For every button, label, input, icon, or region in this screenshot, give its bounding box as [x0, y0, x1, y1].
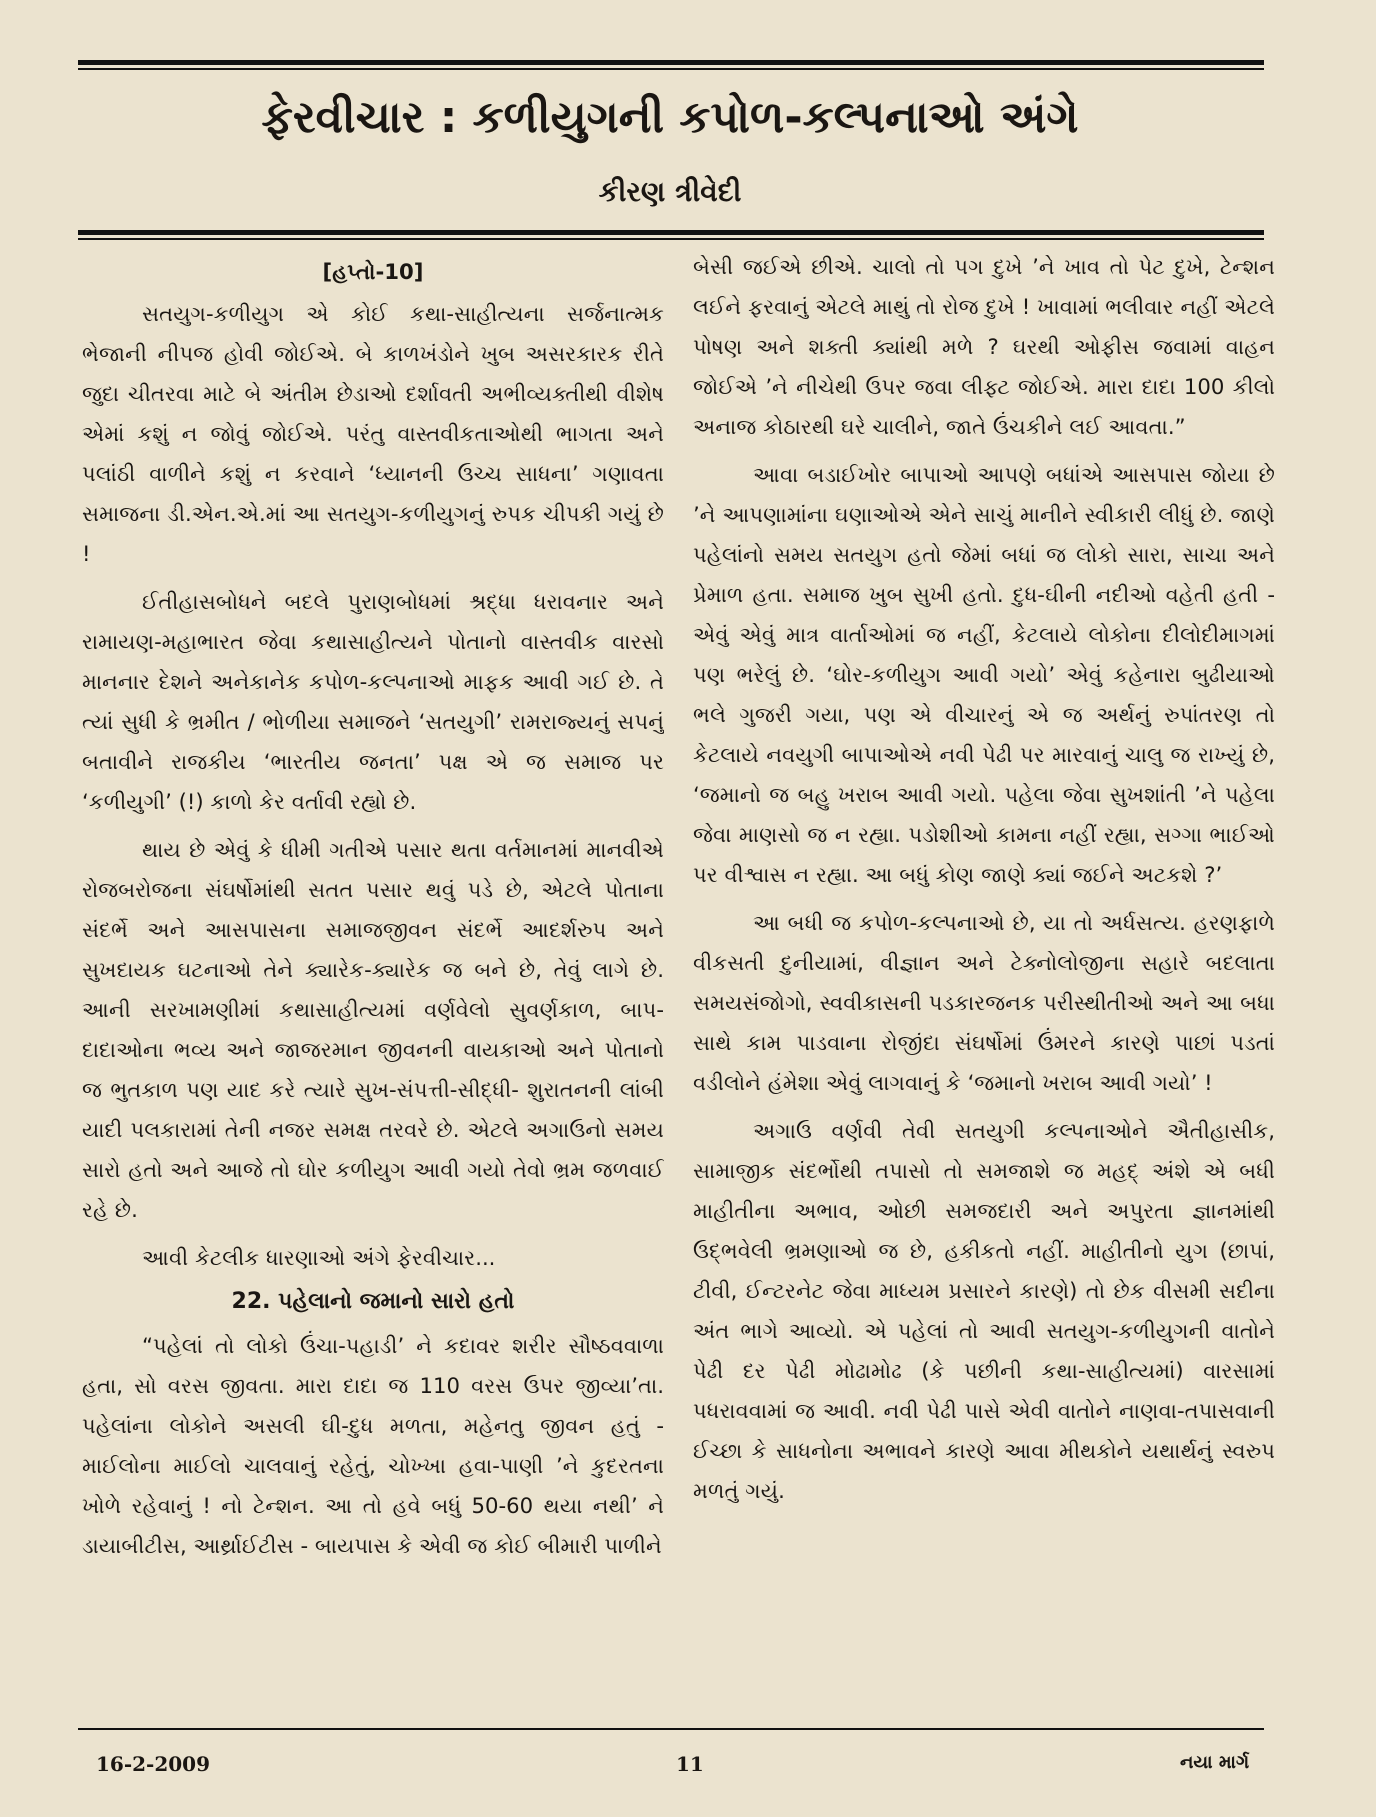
- paragraph: બેસી જઈએ છીએ. ચાલો તો પગ દુખે ’ને ખાવ તો પેટ દુખે, ટેન્શન લઈને ફરવાનું એટલે માથું તો રોજ દુખે ! ખાવામાં ભલીવાર નહીં એટલે પોષણ અને શક્તી ક્યાંથી મળે ? ઘરથી ઓફીસ જવામાં વાહન જોઈએ ’ને નીચેથી ઉપર જવા લીફ્ટ જોઈએ. મારા દાદા 100 કીલો અનાજ કોઠારથી ઘરે ચાલીને, જાતે ઉંચકીને લઈ આવતા.”: [693, 254, 1275, 439]
- paragraph: આ બધી જ કપોળ-કલ્પનાઓ છે, યા તો અર્ધસત્ય. હરણફાળે વીકસતી દુનીયામાં, વીજ્ઞાન અને ટેક્નોલોજીના સહારે બદલાતા સમયસંજોગો, સ્વવીકાસની પડકારજનક પરીસ્થીતીઓ અને આ બધા સાથે કામ પાડવાના રોજીંદા સંઘર્ષોમાં ઉંમરને કારણે પાછાં પડતાં વડીલોને હંમેશા એવું લાગવાનું કે ‘જમાનો ખરાબ આવી ગયો’ !: [693, 910, 1275, 1095]
- paragraph: ઈતીહાસબોધને બદલે પુરાણબોધમાં શ્રદ્ધા ધરાવનાર અને રામાયણ-મહાભારત જેવા કથાસાહીત્યને પોતાનો વાસ્તવીક વારસો માનનાર દેશને અનેકાનેક કપોળ-કલ્પનાઓ માફક આવી ગઈ છે. તે ત્યાં સુધી કે ભ્રમીત / ભોળીયા સમાજને ‘સતયુગી’ રામરાજ્યનું સપનું બતાવીને રાજકીય ‘ભારતીય જનતા’ પક્ષ એ જ સમાજ પર ‘કળીયુગી’ (!) કાળો કેર વર્તાવી રહ્યો છે.: [82, 589, 664, 814]
- page-number: 11: [676, 1752, 704, 1776]
- header-rule-thin: [78, 238, 1264, 240]
- footer-date: 16-2-2009: [96, 1752, 211, 1776]
- paragraph: થાય છે એવું કે ધીમી ગતીએ પસાર થતા વર્તમાનમાં માનવીએ રોજબરોજના સંઘર્ષોમાંથી સતત પસાર થવું પડે છે, એટલે પોતાના સંદર્ભે અને આસપાસના સમાજજીવન સંદર્ભે આદર્શરુપ અને સુખદાયક ઘટનાઓ તેને ક્યારેક-ક્યારેક જ બને છે, તેવું લાગે છે. આની સરખામણીમાં કથાસાહીત્યમાં વર્ણવેલો સુવર્ણકાળ, બાપ-દાદાઓના ભવ્ય અને જાજરમાન જીવનની વાયકાઓ અને પોતાનો જ ભુતકાળ પણ યાદ કરે ત્યારે સુખ-સંપત્તી-સીદ્ધી- શુરાતનની લાંબી યાદી પલકારામાં તેની નજર સમક્ષ તરવરે છે. એટલે અગાઉનો સમય સારો હતો અને આજે તો ઘોર કળીયુગ આવી ગયો તેવો ભ્રમ જળવાઈ રહે છે.: [82, 837, 664, 1222]
- top-rule: [78, 60, 1264, 65]
- paragraph: સતયુગ-કળીયુગ એ કોઈ કથા-સાહીત્યના સર્જનાત્મક ભેજાની નીપજ હોવી જોઈએ. બે કાળખંડોને ખુબ અસરકારક રીતે જુદા ચીતરવા માટે બે અંતીમ છેડાઓ દર્શાવતી અભીવ્યક્તીથી વીશેષ એમાં કશું ન જોવું જોઈએ. પરંતુ વાસ્તવીકતાઓથી ભાગતા અને પલાંઠી વાળીને કશું ન કરવાને ‘ધ્યાનની ઉચ્ચ સાધના’ ગણાવતા સમાજના ડી.એન.એ.માં આ સતયુગ-કળીયુગનું રુપક ચીપકી ગયું છે !: [82, 301, 664, 566]
- paragraph: “પહેલાં તો લોકો ઉંચા-પહાડી’ ને કદાવર શરીર સૌષ્ઠવવાળા હતા, સો વરસ જીવતા. મારા દાદા જ 110 વરસ ઉપર જીવ્યા’તા. પહેલાંના લોકોને અસલી ઘી-દુધ મળતા, મહેનતુ જીવન હતું - માઈલોના માઈલો ચાલવાનું રહેતું, ચોખ્ખા હવા-પાણી ’ને કુદરતના ખોળે રહેવાનું ! નો ટેન્શન. આ તો હવે બધું 50-60 થયા નથી’ ને ડાયાબીટીસ, આર્થ્રાઈટીસ - બાયપાસ કે એવી જ કોઈ બીમારી પાળીને: [82, 1333, 664, 1558]
- left-column: [82, 252, 664, 1692]
- installment-label: [હપ્તો-10]: [322, 259, 424, 284]
- header-rule: [78, 230, 1264, 235]
- publication-name: નયા માર્ગ: [1180, 1752, 1250, 1773]
- article-author: કીરણ ત્રીવેદી: [598, 175, 742, 208]
- section-heading: 22. પહેલાનો જમાનો સારો હતો: [231, 1289, 515, 1314]
- paragraph: આવા બડાઈખોર બાપાઓ આપણે બધાંએ આસપાસ જોયા છે ’ને આપણામાંના ઘણાઓએ એને સાચું માનીને સ્વીકારી લીધું છે. જાણે પહેલાંનો સમય સતયુગ હતો જેમાં બધાં જ લોકો સારા, સાચા અને પ્રેમાળ હતા. સમાજ ખુબ સુખી હતો. દુધ-ઘીની નદીઓ વહેતી હતી - એવું એવું માત્ર વાર્તાઓમાં જ નહીં, કેટલાયે લોકોના દીલોદીમાગમાં પણ ભરેલું છે. ‘ઘોર-કળીયુગ આવી ગયો’ એવું કહેનારા બુઢીયાઓ ભલે ગુજરી ગયા, પણ એ વીચારનું એ જ અર્થનું રુપાંતરણ તો કેટલાયે નવયુગી બાપાઓએ નવી પેઢી પર મારવાનું ચાલુ જ રાખ્યું છે, ‘જમાનો જ બહુ ખરાબ આવી ગયો. પહેલા જેવા સુખશાંતી ’ને પહેલા જેવા માણસો જ ન રહ્યા. પડોશીઓ કામના નહીં રહ્યા, સગ્ગા ભાઈઓ પર વીશ્વાસ ન રહ્યા. આ બધું કોણ જાણે ક્યાં જઈને અટકશે ?’: [693, 462, 1275, 887]
- paragraph: અગાઉ વર્ણવી તેવી સતયુગી કલ્પનાઓને ઐતીહાસીક, સામાજીક સંદર્ભોથી તપાસો તો સમજાશે જ મહદ્ અંશે એ બધી માહીતીના અભાવ, ઓછી સમજદારી અને અપુરતા જ્ઞાનમાંથી ઉદ્ભવેલી ભ્રમણાઓ જ છે, હકીકતો નહીં. માહીતીનો યુગ (છાપાં, ટીવી, ઈન્ટરનેટ જેવા માધ્યમ પ્રસારને કારણે) તો છેક વીસમી સદીના અંત ભાગે આવ્યો. એ પહેલાં તો આવી સતયુગ-કળીયુગની વાતોને પેઢી દર પેઢી મોઢામોઢ (કે પછીની કથા-સાહીત્યમાં) વારસામાં પધરાવવામાં જ આવી. નવી પેઢી પાસે એવી વાતોને નાણવા-તપાસવાની ઈચ્છા કે સાધનોના અભાવને કારણે આવા મીથકોને યથાર્થનું સ્વરુપ મળતું ગયું.: [693, 1118, 1275, 1503]
- top-rule-thin: [78, 68, 1264, 70]
- footer-rule: [78, 1728, 1264, 1730]
- right-column: [693, 247, 1275, 1687]
- paragraph: આવી કેટલીક ધારણાઓ અંગે ફેરવીચાર...: [142, 1245, 496, 1270]
- article-title: ફેરવીચાર : કળીયુગની કપોળ-કલ્પનાઓ અંગે: [261, 92, 1079, 143]
